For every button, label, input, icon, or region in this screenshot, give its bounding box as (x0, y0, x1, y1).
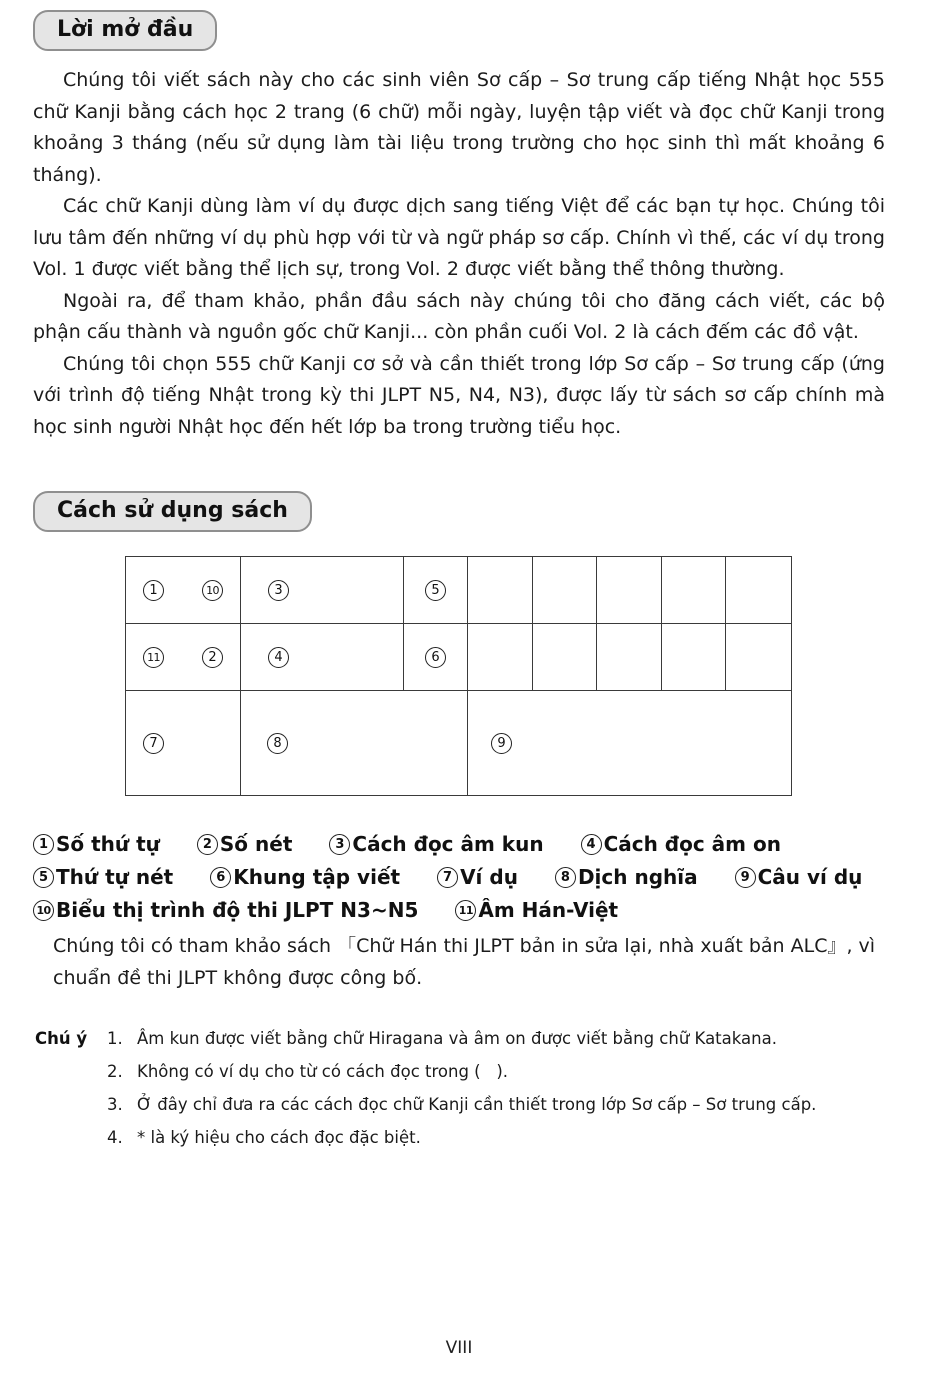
circled-2-icon: 2 (197, 834, 218, 855)
note-text: Ở đây chỉ đưa ra các cách đọc chữ Kanji cần thiết trong lớp Sơ cấp – Sơ trung cấp. (137, 1095, 817, 1115)
diagram-cell-stroke-order (404, 557, 468, 624)
circled-4-icon: 4 (581, 834, 602, 855)
circled-5-icon: 5 (33, 867, 54, 888)
legend-item-5 (33, 865, 173, 889)
legend-label: Số thứ tự (56, 832, 160, 857)
page-layout-diagram (125, 556, 792, 796)
diagram-legend (33, 832, 885, 993)
circled-8-icon: 8 (555, 867, 576, 888)
circled-6: 6 (425, 647, 446, 668)
practice-square (468, 624, 533, 691)
diagram-cell-practice-frame (404, 624, 468, 691)
practice-square (468, 557, 533, 624)
practice-square (597, 624, 662, 691)
legend-item-2 (197, 832, 292, 856)
legend-item-9 (735, 865, 863, 889)
preface-paragraph-1: Chúng tôi viết sách này cho các sinh viên Sơ cấp – Sơ trung cấp tiếng Nhật học 555 chữ Kanji bằng cách học 2 trang (6 chữ) mỗi ngày, luyện tập viết và đọc chữ Kanji trong khoảng 3 tháng (nếu sử dụng làm tài liệu trong trường cho học sinh thì mất khoảng 6 tháng). (33, 69, 885, 186)
circled-10-icon: 10 (33, 900, 54, 921)
diagram-cell-meaning (241, 691, 468, 795)
circled-4: 4 (268, 647, 289, 668)
legend-label: Khung tập viết (233, 865, 401, 890)
legend-item-4 (581, 832, 781, 856)
legend-label: Số nét (219, 832, 293, 857)
circled-9: 9 (491, 733, 512, 754)
note-item-3 (107, 1094, 885, 1116)
circled-3-icon: 3 (329, 834, 350, 855)
legend-item-11 (455, 898, 618, 922)
legend-label: Cách đọc âm kun (352, 832, 544, 857)
circled-11-icon: 11 (455, 900, 476, 921)
legend-label: Biểu thị trình độ thi JLPT N3~N5 (56, 898, 419, 923)
circled-6-icon: 6 (210, 867, 231, 888)
notes-section (33, 1028, 885, 1161)
note-number: 3. (107, 1095, 123, 1115)
circled-7-icon: 7 (437, 867, 458, 888)
preface-paragraph-3: Ngoài ra, để tham khảo, phần đầu sách này chúng tôi cho đăng cách viết, các bộ phận cấu thành và nguồn gốc chữ Kanji... còn phần cuối Vol. 2 là cách đếm các đồ vật. (33, 289, 885, 344)
legend-line-3 (33, 898, 885, 922)
legend-item-8 (555, 865, 698, 889)
preface-paragraphs (33, 65, 885, 443)
circled-10: 10 (202, 580, 223, 601)
practice-square (533, 557, 598, 624)
legend-label: Câu ví dụ (757, 865, 863, 890)
circled-1-icon: 1 (33, 834, 54, 855)
practice-square (726, 624, 791, 691)
circled-9-icon: 9 (735, 867, 756, 888)
legend-item-7 (437, 865, 518, 889)
practice-square (533, 624, 598, 691)
circled-1: 1 (143, 580, 164, 601)
legend-item-1 (33, 832, 160, 856)
legend-item-6 (210, 865, 400, 889)
diagram-cell-kun-reading (241, 557, 404, 624)
reference-note: Chúng tôi có tham khảo sách 「Chữ Hán thi JLPT bản in sửa lại, nhà xuất bản ALC』, vì chuẩn đề thi JLPT không được công bố. (53, 935, 876, 989)
usage-heading-badge (33, 491, 312, 532)
note-item-2 (107, 1061, 885, 1083)
diagram-cell-number-and-level (126, 557, 241, 624)
usage-heading: Cách sử dụng sách (57, 498, 288, 524)
note-text: Âm kun được viết bằng chữ Hiragana và âm on được viết bằng chữ Katakana. (137, 1028, 777, 1048)
diagram-cell-hanviet-and-strokes (126, 624, 241, 691)
circled-2: 2 (202, 647, 223, 668)
legend-label: Cách đọc âm on (603, 832, 781, 857)
practice-square (662, 557, 727, 624)
circled-7: 7 (143, 733, 164, 754)
legend-label: Dịch nghĩa (577, 865, 698, 890)
legend-label: Âm Hán-Việt (478, 898, 619, 923)
preface-paragraph-2: Các chữ Kanji dùng làm ví dụ được dịch sang tiếng Việt để các bạn tự học. Chúng tôi lưu tâm đến những ví dụ phù hợp với từ và ngữ pháp sơ cấp. Chính vì thế, các ví dụ trong Vol. 1 được viết bằng thể lịch sự, trong Vol. 2 được viết bằng thể thông thường. (33, 195, 885, 281)
legend-item-10 (33, 898, 418, 922)
note-item-1 (107, 1028, 885, 1050)
preface-paragraph-4: Chúng tôi chọn 555 chữ Kanji cơ sở và cần thiết trong lớp Sơ cấp – Sơ trung cấp (ứng với trình độ tiếng Nhật trong kỳ thi JLPT N5, N4, N3), được lấy từ sách sơ cấp chính mà học sinh người Nhật học đến hết lớp ba trong trường tiểu học. (33, 352, 885, 438)
page-number: VIII (445, 1338, 473, 1358)
circled-5: 5 (425, 580, 446, 601)
diagram-cell-on-reading (241, 624, 404, 691)
circled-8: 8 (267, 733, 288, 754)
note-text: * là ký hiệu cho cách đọc đặc biệt. (137, 1128, 421, 1148)
note-number: 1. (107, 1028, 123, 1048)
notes-label: Chú ý (35, 1028, 88, 1048)
note-number: 2. (107, 1061, 123, 1081)
note-item-4 (107, 1127, 885, 1149)
legend-label: Thứ tự nét (56, 865, 174, 890)
note-text: Không có ví dụ cho từ có cách đọc trong ( ). (137, 1061, 509, 1081)
practice-square (662, 624, 727, 691)
diagram-cell-example-sentence (468, 691, 791, 795)
circled-3: 3 (268, 580, 289, 601)
legend-line-2 (33, 865, 885, 889)
legend-line-1 (33, 832, 885, 856)
notes-list (107, 1028, 885, 1161)
diagram-cell-example (126, 691, 241, 795)
legend-item-3 (329, 832, 543, 856)
legend-label: Ví dụ (460, 865, 518, 890)
preface-heading-badge (33, 10, 217, 51)
preface-heading: Lời mở đầu (57, 17, 194, 42)
circled-11: 11 (143, 647, 164, 668)
note-number: 4. (107, 1128, 123, 1148)
practice-square (597, 557, 662, 624)
practice-square (726, 557, 791, 624)
